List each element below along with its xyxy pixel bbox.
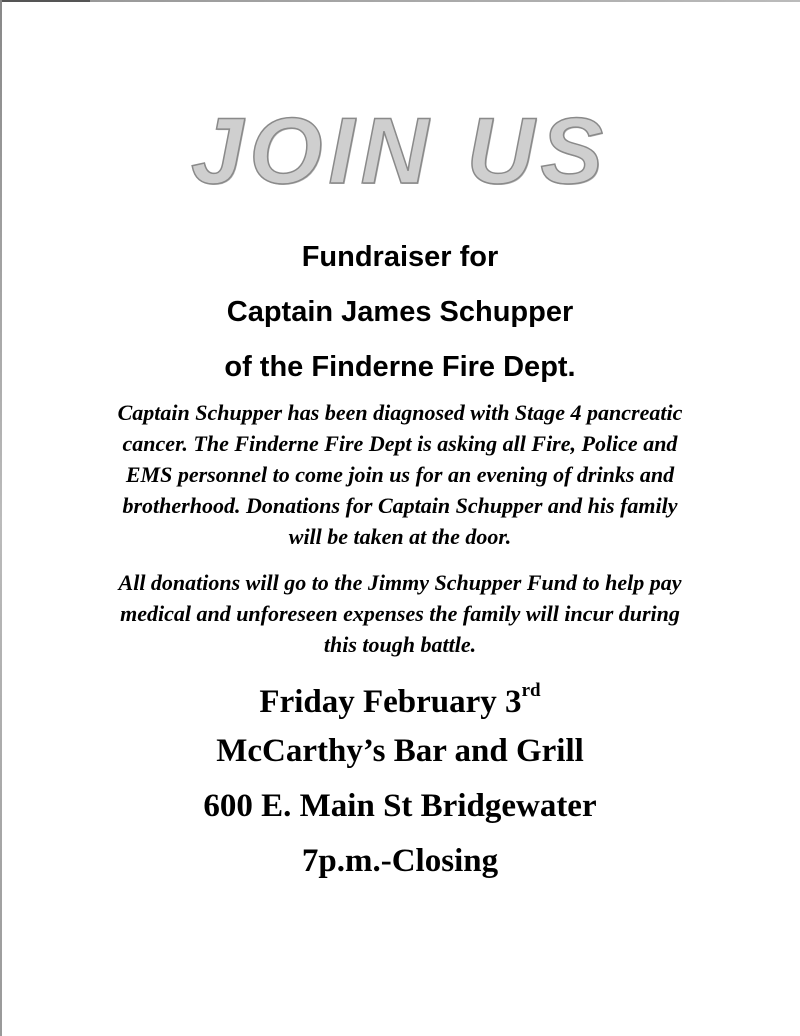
description-line: brotherhood. Donations for Captain Schupper and his family <box>122 493 678 518</box>
event-date-suffix: rd <box>521 680 541 701</box>
event-venue: McCarthy’s Bar and Grill <box>216 733 584 769</box>
event-time: 7p.m.-Closing <box>301 843 499 879</box>
description-line: cancer. The Finderne Fire Dept is asking all Fire, Police and <box>122 431 678 456</box>
title-line-3: of the Finderne Fire Dept. <box>224 351 576 383</box>
description-paragraph <box>70 397 730 552</box>
description-line: Captain Schupper has been diagnosed with Stage 4 pancreatic <box>117 400 683 425</box>
event-date <box>0 676 800 721</box>
donation-line: All donations will go to the Jimmy Schupper Fund to help pay <box>118 570 682 595</box>
headline <box>0 96 800 206</box>
donation-line: medical and unforeseen expenses the family will incur during <box>120 601 680 626</box>
event-address: 600 E. Main St Bridgewater <box>203 788 597 824</box>
event-date-text: Friday February 3 <box>259 684 522 720</box>
donation-paragraph <box>70 567 730 660</box>
description-line: will be taken at the door. <box>288 524 512 549</box>
title-line-2: Captain James Schupper <box>226 296 574 328</box>
description-line: EMS personnel to come join us for an evening of drinks and <box>125 462 675 487</box>
donation-line: this tough battle. <box>323 632 477 657</box>
scan-border-top <box>0 0 800 2</box>
headline-text: JOIN US <box>190 98 610 203</box>
title-line-1: Fundraiser for <box>301 241 499 273</box>
